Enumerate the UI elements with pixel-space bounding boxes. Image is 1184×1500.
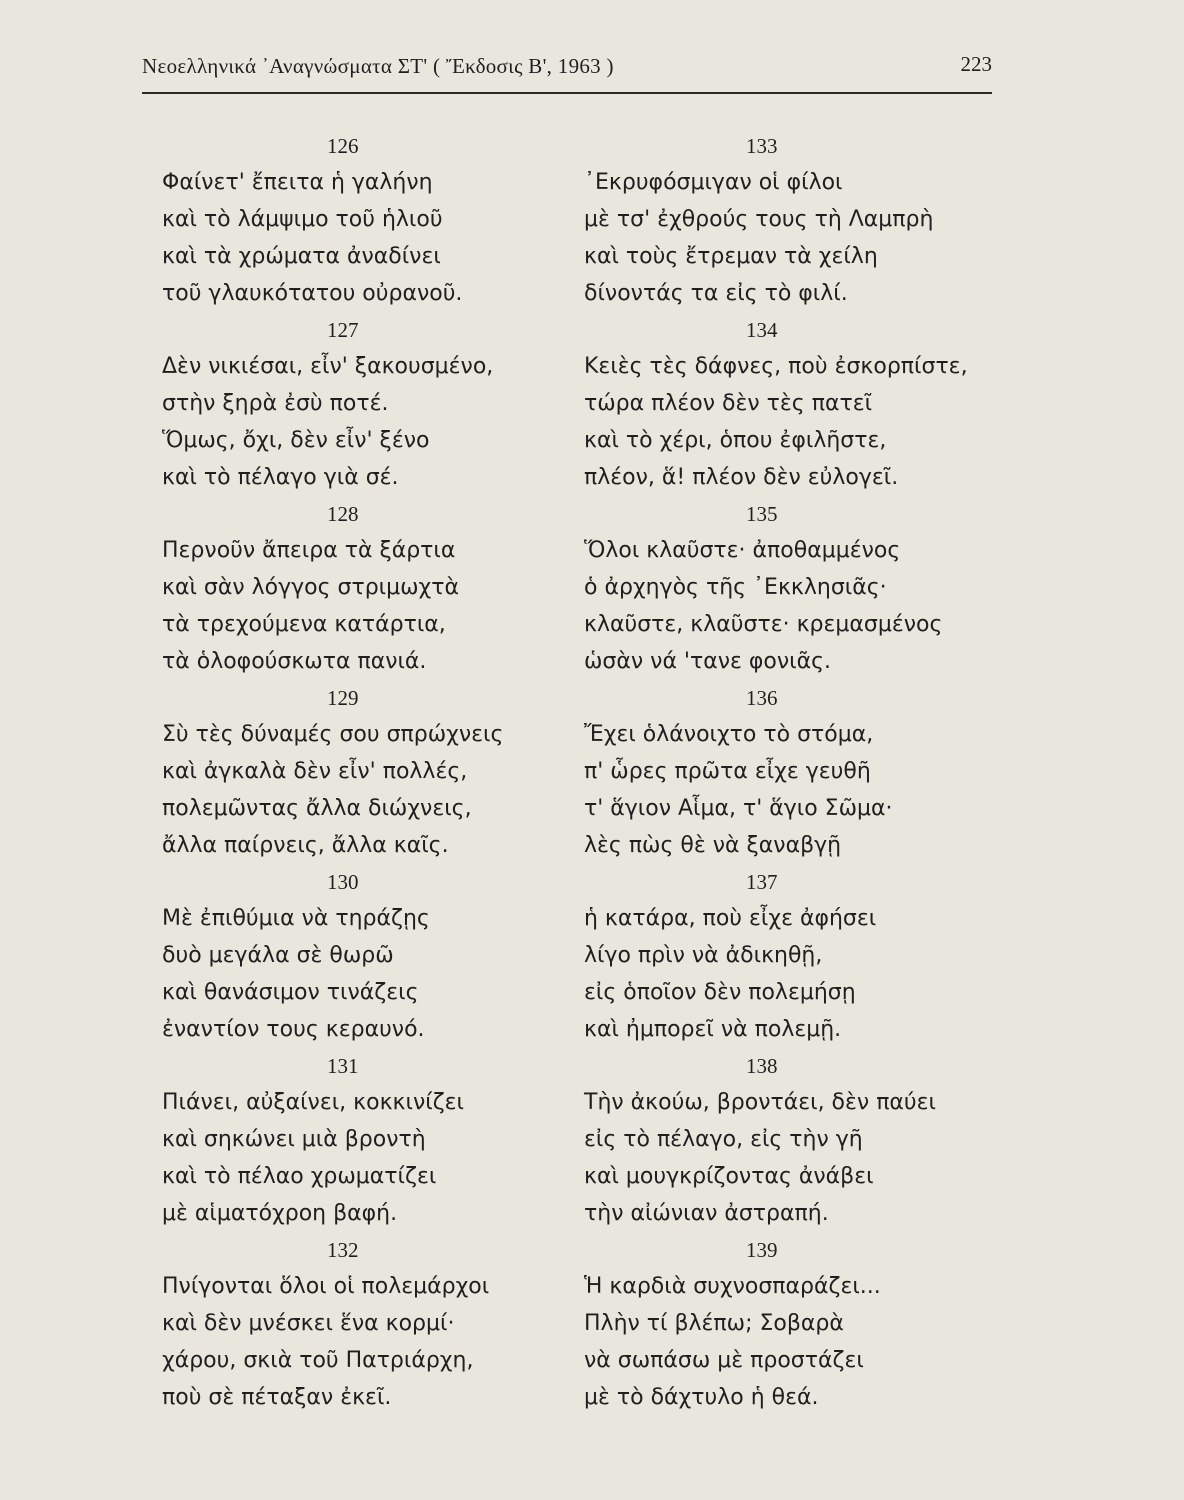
verse-line: Πνίγονται ὅλοι οἱ πολεμάρχοι — [162, 1274, 490, 1299]
stanza — [584, 128, 1004, 312]
verse-line: Σὺ τὲς δύναμές σου σπρώχνεις — [162, 722, 504, 747]
stanza-number: 126 — [327, 134, 359, 158]
stanza — [162, 312, 577, 496]
verse-line: λὲς πὼς θὲ νὰ ξαναβγῇ — [584, 833, 842, 858]
stanza-number: 138 — [746, 1054, 778, 1078]
verse-line: κλαῦστε, κλαῦστε· κρεμασμένος — [584, 612, 943, 637]
verse-line: στὴν ξηρὰ ἐσὺ ποτέ. — [162, 391, 389, 416]
verse-line: Περνοῦν ἄπειρα τὰ ξάρτια — [162, 538, 456, 563]
verse-line: μὲ τσ' ἐχθρούς τους τὴ Λαμπρὴ — [584, 207, 934, 232]
stanza-number: 135 — [746, 502, 778, 526]
verse-line: Ὅμως, ὄχι, δὲν εἶν' ξένο — [162, 428, 430, 453]
stanza — [162, 128, 577, 312]
verse-line: λίγο πρὶν νὰ ἀδικηθῇ, — [584, 943, 823, 968]
verse-line: καὶ δὲν μνέσκει ἕνα κορμί· — [162, 1311, 455, 1336]
stanza-number: 136 — [746, 686, 778, 710]
stanza-number: 128 — [327, 502, 359, 526]
verse-line: δίνοντάς τα εἰς τὸ φιλί. — [584, 281, 848, 306]
verse-line: καὶ τὸ λάμψιμο τοῦ ἡλιοῦ — [162, 207, 443, 232]
stanza-number: 134 — [746, 318, 778, 342]
verse-line: τοῦ γλαυκότατου οὐρανοῦ. — [162, 281, 463, 306]
verse-line: ᾿Εκρυφόσμιγαν οἱ φίλοι — [584, 170, 843, 195]
stanza — [584, 1232, 1004, 1416]
verse-line: δυὸ μεγάλα σὲ θωρῶ — [162, 943, 394, 968]
verse-line: καὶ ἀγκαλὰ δὲν εἶν' πολλές, — [162, 759, 468, 784]
verse-line: καὶ σὰν λόγγος στριμωχτὰ — [162, 575, 459, 600]
verse-line: καὶ θανάσιμον τινάζεις — [162, 980, 419, 1005]
stanza-number: 133 — [746, 134, 778, 158]
stanza-number: 132 — [327, 1238, 359, 1262]
verse-line: νὰ σωπάσω μὲ προστάζει — [584, 1348, 864, 1373]
stanza-number: 129 — [327, 686, 359, 710]
verse-line: ἡ κατάρα, ποὺ εἶχε ἀφήσει — [584, 906, 877, 931]
book-title: Νεοελληνικά ᾿Αναγνώσματα ΣΤ' ( Ἔκδοσις Β', 1963 ) — [142, 54, 614, 78]
verse-line: καὶ τὸ χέρι, ὁπου ἐφιλῆστε, — [584, 428, 887, 453]
verse-line: πολεμῶντας ἄλλα διώχνεις, — [162, 796, 472, 821]
verse-line: τὰ τρεχούμενα κατάρτια, — [162, 612, 446, 637]
verse-line: Ἡ καρδιὰ συχνοσπαράζει... — [584, 1274, 881, 1299]
verse-line: π' ὧρες πρῶτα εἶχε γευθῆ — [584, 759, 871, 784]
verse-line: καὶ σηκώνει μιὰ βροντὴ — [162, 1127, 426, 1152]
verse-line: ἐναντίον τους κεραυνό. — [162, 1017, 425, 1042]
verse-line: Μὲ ἐπιθύμια νὰ τηράζῃς — [162, 906, 430, 931]
stanza — [162, 1048, 577, 1232]
stanza-number: 131 — [327, 1054, 359, 1078]
verse-line: Τὴν ἀκούω, βροντάει, δὲν παύει — [584, 1090, 936, 1115]
stanza — [584, 680, 1004, 864]
stanza — [162, 680, 577, 864]
stanza-number: 139 — [746, 1238, 778, 1262]
stanza — [584, 496, 1004, 680]
stanza-number: 127 — [327, 318, 359, 342]
verse-line: εἰς τὸ πέλαγο, εἰς τὴν γῆ — [584, 1127, 863, 1152]
stanza-number: 130 — [327, 870, 359, 894]
verse-line: ὡσὰν νά 'τανε φονιᾶς. — [584, 649, 832, 674]
verse-line: καὶ ἠμπορεῖ νὰ πολεμῇ. — [584, 1017, 842, 1042]
verse-line: τὴν αἰώνιαν ἀστραπή. — [584, 1201, 829, 1226]
running-header — [142, 50, 992, 86]
left-column — [162, 128, 577, 1416]
verse-line: ὁ ἀρχηγὸς τῆς ᾿Εκκλησιᾶς· — [584, 575, 887, 600]
verse-line: Πλὴν τί βλέπω; Σοβαρὰ — [584, 1311, 844, 1336]
verse-line: Φαίνετ' ἔπειτα ἡ γαλήνη — [162, 170, 433, 195]
verse-line: καὶ τοὺς ἔτρεμαν τὰ χείλη — [584, 244, 878, 269]
stanza — [162, 1232, 577, 1416]
stanza — [162, 864, 577, 1048]
verse-line: χάρου, σκιὰ τοῦ Πατριάρχη, — [162, 1348, 474, 1373]
verse-line: Ὅλοι κλαῦστε· ἀποθαμμένος — [584, 538, 901, 563]
verse-line: ποὺ σὲ πέταξαν ἐκεῖ. — [162, 1385, 392, 1410]
verse-line: μὲ αἱματόχροη βαφή. — [162, 1201, 398, 1226]
verse-line: τὰ ὁλοφούσκωτα πανιά. — [162, 649, 427, 674]
header-rule — [142, 92, 992, 94]
verse-line: καὶ τὸ πέλαγο γιὰ σέ. — [162, 465, 399, 490]
stanza — [162, 496, 577, 680]
page-number: 223 — [960, 52, 992, 76]
right-column — [584, 128, 1004, 1416]
verse-line: καὶ μουγκρίζοντας ἀνάβει — [584, 1164, 874, 1189]
verse-line: πλέον, ἅ! πλέον δὲν εὐλογεῖ. — [584, 465, 899, 490]
verse-line: ἄλλα παίρνεις, ἄλλα καῖς. — [162, 833, 449, 858]
verse-line: τώρα πλέον δὲν τὲς πατεῖ — [584, 391, 873, 416]
verse-line: Πιάνει, αὐξαίνει, κοκκινίζει — [162, 1090, 464, 1115]
verse-line: καὶ τὰ χρώματα ἀναδίνει — [162, 244, 441, 269]
stanza — [584, 864, 1004, 1048]
verse-line: μὲ τὸ δάχτυλο ἡ θεά. — [584, 1385, 819, 1410]
verse-line: καὶ τὸ πέλαο χρωματίζει — [162, 1164, 437, 1189]
verse-line: Κειὲς τὲς δάφνες, ποὺ ἐσκορπίστε, — [584, 354, 968, 379]
stanza — [584, 312, 1004, 496]
verse-line: τ' ἅγιον Αἷμα, τ' ἅγιο Σῶμα· — [584, 796, 893, 821]
verse-line: Δὲν νικιέσαι, εἶν' ξακουσμένο, — [162, 354, 494, 379]
stanza — [584, 1048, 1004, 1232]
verse-line: Ἔχει ὁλάνοιχτο τὸ στόμα, — [584, 722, 874, 747]
verse-line: εἰς ὁποῖον δὲν πολεμήσῃ — [584, 980, 856, 1005]
stanza-number: 137 — [746, 870, 778, 894]
